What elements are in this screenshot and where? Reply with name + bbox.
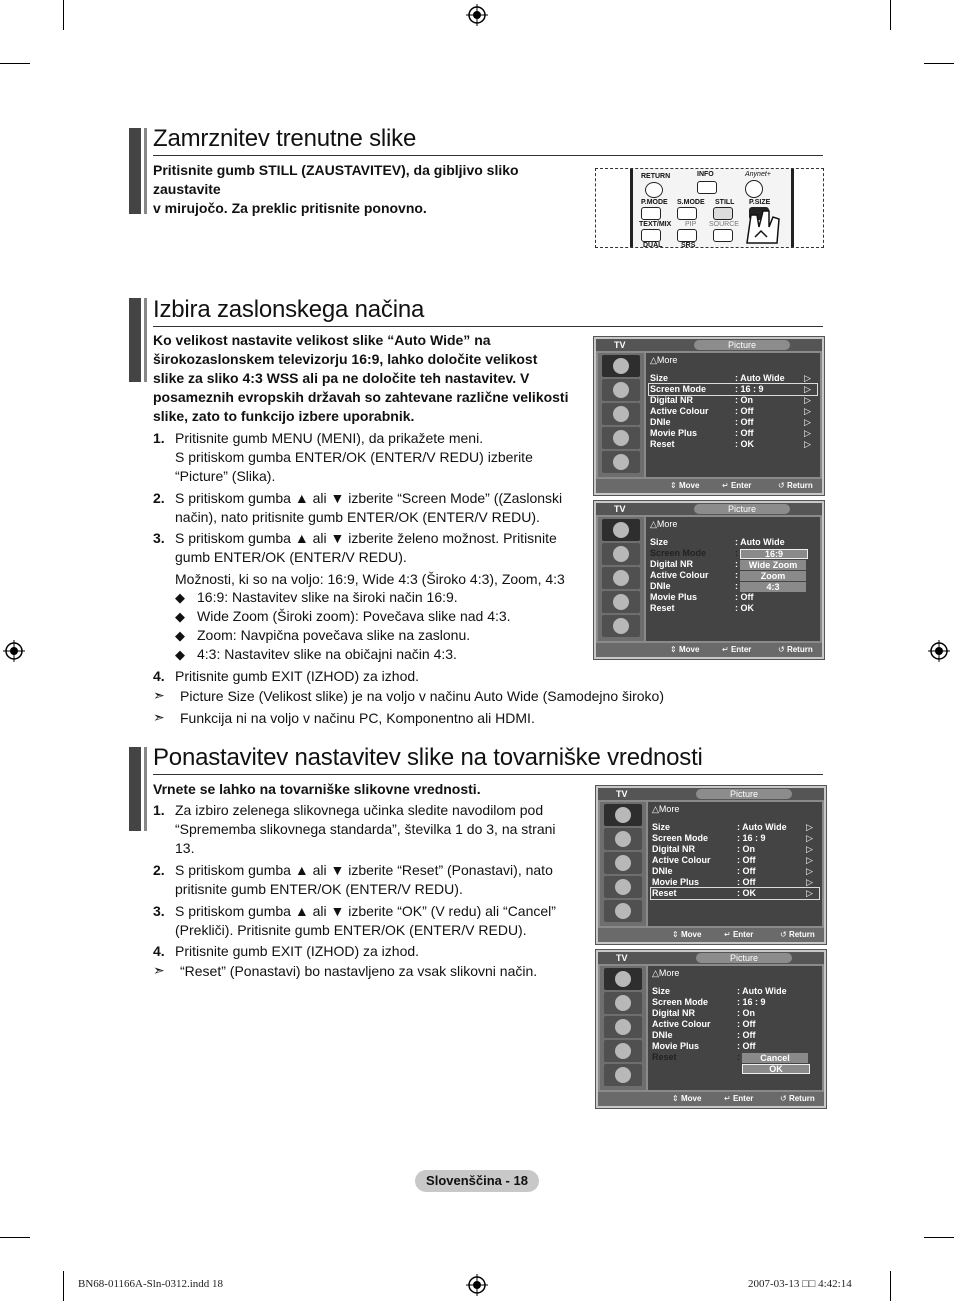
return-hint: Return — [786, 481, 813, 490]
menu-row-value: : 16 : 9 — [737, 997, 766, 1007]
step-text: Pritisnite gumb EXIT (IZHOD) za izhod. — [175, 668, 420, 684]
step-text: Pritisnite gumb EXIT (IZHOD) za izhod. — [175, 943, 420, 959]
setup-icon — [604, 1040, 642, 1062]
tv-menu-screenshot — [594, 501, 824, 659]
menu-row-label: Screen Mode — [650, 384, 707, 394]
channel-icon — [604, 1016, 642, 1038]
menu-sidebar — [598, 353, 644, 477]
option-4-3: 4:3 — [740, 582, 806, 592]
channel-icon — [602, 403, 640, 425]
tv-menu-screenshot — [596, 786, 826, 944]
menu-row-label: Digital NR — [652, 844, 696, 854]
step-text: gumb ENTER/OK (ENTER/V REDU). — [175, 549, 407, 565]
menu-tv-label: TV — [616, 789, 628, 799]
section-rule — [153, 326, 823, 327]
menu-row-label: DNIe — [650, 581, 671, 591]
picture-icon — [604, 968, 642, 990]
menu-row-label: Reset — [650, 603, 675, 613]
menu-footer: ⇕ Move ↵ Enter ↺ Return — [598, 928, 824, 942]
crop-mark — [0, 63, 30, 64]
step-text: “Sprememba slikovnega standarda”, številka 1 do 3, na strani — [175, 821, 556, 837]
return-button — [645, 182, 663, 198]
picture-icon — [602, 355, 640, 377]
instruction-text: v mirujočo. Za preklic pritisnite ponovno. — [153, 200, 427, 216]
crop-mark — [924, 63, 954, 64]
remote-label: RETURN — [641, 173, 671, 180]
arrow-icon: ▷ — [806, 822, 813, 832]
menu-row-label: Reset — [650, 439, 675, 449]
anynet-button — [745, 180, 763, 198]
arrow-icon: ▷ — [804, 417, 811, 427]
crop-mark — [924, 1237, 954, 1238]
menu-more: △More — [650, 519, 678, 529]
option-cancel: Cancel — [742, 1053, 808, 1063]
menu-row-label: Movie Plus — [650, 592, 698, 602]
channel-icon — [602, 567, 640, 589]
menu-row-colon: : — [735, 570, 738, 580]
hand-pointer-icon — [741, 207, 785, 245]
input-icon — [604, 900, 642, 922]
intro-text: posameznih evropskih državah so zahtevane različne velikosti — [153, 389, 569, 405]
info-button — [697, 181, 717, 194]
menu-row-value: : On — [735, 395, 753, 405]
menu-row-label: Active Colour — [650, 406, 709, 416]
input-icon — [604, 1064, 642, 1086]
registration-mark-icon — [3, 640, 25, 662]
step-text: S pritiskom gumba ENTER/OK (ENTER/V REDU) izberite — [175, 449, 533, 465]
menu-row-value: : 16 : 9 — [735, 384, 764, 394]
remote-body — [630, 169, 794, 247]
channel-icon — [604, 852, 642, 874]
input-icon — [602, 615, 640, 637]
menu-row-label: Active Colour — [652, 1019, 711, 1029]
menu-row-value: : Off — [737, 866, 756, 876]
page-number-badge: Slovenščina - 18 — [415, 1170, 539, 1192]
menu-row-value: : Auto Wide — [737, 822, 787, 832]
menu-more: △More — [652, 804, 680, 814]
menu-row-label: Size — [652, 822, 671, 832]
picture-icon — [602, 519, 640, 541]
arrow-icon: ▷ — [804, 406, 811, 416]
menu-row-value: : OK — [735, 439, 754, 449]
return-hint: Return — [788, 1094, 815, 1103]
registration-mark-icon — [466, 1274, 488, 1296]
menu-row-label: DNIe — [652, 866, 673, 876]
section-bar — [129, 298, 144, 382]
menu-row-value: : Off — [737, 1019, 756, 1029]
menu-row-label: Movie Plus — [650, 428, 698, 438]
menu-title: Picture — [696, 953, 792, 963]
arrow-icon: ▷ — [806, 888, 813, 898]
menu-row-label: DNIe — [652, 1030, 673, 1040]
note-text: Picture Size (Velikost slike) je na voljo v načinu Auto Wide (Samodejno široko) — [180, 688, 664, 704]
intro-text: slike, zato to funkcijo izbere uporabnik. — [153, 408, 415, 424]
pip-button — [677, 229, 697, 242]
menu-row-label: Digital NR — [650, 559, 694, 569]
section-title: Ponastavitev nastavitev slike na tovarniške vrednosti — [153, 744, 703, 771]
menu-more: △More — [650, 355, 678, 365]
menu-row-value: : On — [737, 844, 755, 854]
section-bar — [129, 747, 144, 831]
menu-row-label: DNIe — [650, 417, 671, 427]
menu-row-label: Active Colour — [650, 570, 709, 580]
menu-row-value: : Off — [735, 406, 754, 416]
menu-row-label: Reset — [652, 888, 677, 898]
enter-hint: Enter — [730, 481, 752, 490]
menu-tv-label: TV — [616, 953, 628, 963]
enter-hint: Enter — [732, 1094, 754, 1103]
move-hint: Move — [680, 930, 702, 939]
crop-mark — [0, 1237, 30, 1238]
menu-row-label: Reset — [652, 1052, 677, 1062]
menu-title: Picture — [696, 789, 792, 799]
menu-row-colon: : — [737, 1052, 740, 1062]
option-bullet: Zoom: Navpična povečava slike na zaslonu. — [197, 627, 471, 643]
menu-row-value: : OK — [737, 888, 756, 898]
menu-more: △More — [652, 968, 680, 978]
menu-row-label: Screen Mode — [652, 997, 709, 1007]
step-number: 4. — [153, 943, 165, 959]
menu-row-value: : Off — [737, 1030, 756, 1040]
menu-title: Picture — [694, 504, 790, 514]
menu-row-label: Active Colour — [652, 855, 711, 865]
menu-row-label: Screen Mode — [650, 548, 707, 558]
arrow-icon: ▷ — [806, 855, 813, 865]
step-text: S pritiskom gumba ▲ ali ▼ izberite želeno možnost. Pritisnite — [175, 530, 557, 546]
intro-text: Ko velikost nastavite velikost slike “Auto Wide” na — [153, 332, 491, 348]
step-number: 1. — [153, 430, 165, 446]
menu-row-value: : Auto Wide — [737, 986, 787, 996]
intro-text: slike za sliko 4:3 WSS ali pa ne določite teh nastavitev. V — [153, 370, 530, 386]
tv-menu-screenshot — [596, 950, 826, 1108]
enter-hint: Enter — [730, 645, 752, 654]
option-zoom: Zoom — [740, 571, 806, 581]
menu-row-label: Digital NR — [652, 1008, 696, 1018]
section-title: Izbira zaslonskega načina — [153, 296, 425, 323]
crop-mark — [63, 1271, 64, 1301]
step-text: Za izbiro zelenega slikovnega učinka sledite navodilom pod — [175, 802, 544, 818]
menu-row-value: : Off — [735, 417, 754, 427]
arrow-icon: ▷ — [804, 373, 811, 383]
section-title: Zamrznitev trenutne slike — [153, 125, 417, 152]
note-arrow-icon: ➣ — [153, 687, 165, 703]
menu-row-value: : Off — [737, 855, 756, 865]
step-number: 3. — [153, 530, 165, 546]
menu-row-value: : Off — [735, 592, 754, 602]
remote-label: S.MODE — [677, 199, 705, 206]
step-text: način), nato pritisnite gumb ENTER/OK (ENTER/V REDU). — [175, 509, 540, 525]
option-bullet: Wide Zoom (Široki zoom): Povečava slike nad 4:3. — [197, 608, 511, 624]
smode-button — [677, 207, 697, 220]
menu-sidebar — [598, 517, 644, 641]
option-ok: OK — [742, 1064, 810, 1074]
step-text: (Prekliči). Pritisnite gumb ENTER/OK (ENTER/V REDU). — [175, 922, 527, 938]
menu-row-label: Screen Mode — [652, 833, 709, 843]
remote-label: STILL — [715, 199, 735, 206]
menu-title: Picture — [694, 340, 790, 350]
sound-icon — [602, 379, 640, 401]
section-bar — [129, 128, 144, 214]
enter-hint: Enter — [732, 930, 754, 939]
step-text: S pritiskom gumba ▲ ali ▼ izberite “Reset” (Ponastavi), nato — [175, 862, 553, 878]
arrow-icon: ▷ — [804, 384, 811, 394]
arrow-icon: ▷ — [806, 877, 813, 887]
menu-row-label: Size — [650, 373, 669, 383]
remote-label: Anynet+ — [745, 171, 771, 178]
picture-icon — [604, 804, 642, 826]
menu-row-value: : Off — [735, 428, 754, 438]
note-arrow-icon: ➣ — [153, 962, 165, 978]
menu-row-label: Digital NR — [650, 395, 694, 405]
menu-row-value: : On — [737, 1008, 755, 1018]
menu-footer: ⇕ Move ↵ Enter ↺ Return — [596, 643, 822, 657]
remote-label: TEXT/MIX — [639, 221, 672, 228]
bullet-icon: ◆ — [175, 628, 185, 643]
setup-icon — [602, 591, 640, 613]
step-number: 4. — [153, 668, 165, 684]
menu-row-value: : Auto Wide — [735, 373, 785, 383]
option-16-9: 16:9 — [740, 549, 808, 559]
return-hint: Return — [788, 930, 815, 939]
menu-row-value: : Off — [737, 1041, 756, 1051]
step-number: 2. — [153, 862, 165, 878]
setup-icon — [604, 876, 642, 898]
bullet-icon: ◆ — [175, 590, 185, 605]
section-rule — [153, 774, 823, 775]
option-wide-zoom: Wide Zoom — [740, 560, 806, 570]
registration-mark-icon — [928, 640, 950, 662]
move-hint: Move — [680, 1094, 702, 1103]
menu-row-colon: : — [735, 581, 738, 591]
arrow-icon: ▷ — [804, 428, 811, 438]
menu-sidebar — [600, 966, 646, 1090]
remote-label: PIP — [685, 221, 697, 228]
sound-icon — [604, 828, 642, 850]
step-text: Pritisnite gumb MENU (MENI), da prikažete meni. — [175, 430, 484, 446]
menu-footer: ⇕ Move ↵ Enter ↺ Return — [596, 479, 822, 493]
step-text: S pritiskom gumba ▲ ali ▼ izberite “Screen Mode” ((Zaslonski — [175, 490, 563, 506]
step-number: 3. — [153, 903, 165, 919]
menu-row-value: : 16 : 9 — [737, 833, 766, 843]
intro-text: Vrnete se lahko na tovarniške slikovne vrednosti. — [153, 781, 481, 797]
step-text: 13. — [175, 840, 195, 856]
instruction-text: Pritisnite gumb STILL (ZAUSTAVITEV), da gibljivo sliko — [153, 162, 519, 178]
pmode-button — [641, 207, 661, 220]
menu-row-label: Movie Plus — [652, 877, 700, 887]
remote-label: DUAL — [643, 242, 663, 248]
options-intro: Možnosti, ki so na voljo: 16:9, Wide 4:3 (Široko 4:3), Zoom, 4:3 — [175, 571, 565, 587]
remote-label: SRS — [681, 242, 696, 248]
sound-icon — [604, 992, 642, 1014]
menu-row-label: Movie Plus — [652, 1041, 700, 1051]
source-button — [713, 229, 733, 242]
input-icon — [602, 451, 640, 473]
registration-mark-icon — [466, 4, 488, 26]
textmix-button — [641, 229, 661, 242]
arrow-icon: ▷ — [806, 833, 813, 843]
section-rule — [153, 155, 823, 156]
menu-tv-label: TV — [614, 340, 626, 350]
crop-mark — [890, 0, 891, 30]
file-imprint: BN68-01166A-Sln-0312.indd 18 — [78, 1278, 224, 1290]
note-text: Funkcija ni na voljo v načinu PC, Komponentno ali HDMI. — [180, 710, 535, 726]
move-hint: Move — [678, 481, 700, 490]
bullet-icon: ◆ — [175, 609, 185, 624]
step-text: pritisnite gumb ENTER/OK (ENTER/V REDU). — [175, 881, 463, 897]
tv-menu-screenshot — [594, 337, 824, 495]
menu-tv-label: TV — [614, 504, 626, 514]
step-number: 2. — [153, 490, 165, 506]
crop-mark — [63, 0, 64, 30]
menu-row-colon: : — [735, 559, 738, 569]
remote-label: INFO — [697, 171, 714, 178]
menu-footer: ⇕ Move ↵ Enter ↺ Return — [598, 1092, 824, 1106]
bullet-icon: ◆ — [175, 647, 185, 662]
step-text: S pritiskom gumba ▲ ali ▼ izberite “OK” (V redu) ali “Cancel” — [175, 903, 556, 919]
remote-label: P.MODE — [641, 199, 668, 206]
date-imprint: 2007-03-13 □□ 4:42:14 — [748, 1278, 852, 1290]
instruction-text: zaustavite — [153, 181, 221, 197]
crop-mark — [890, 1271, 891, 1301]
note-text: “Reset” (Ponastavi) bo nastavljeno za vsak slikovni način. — [180, 963, 538, 979]
option-bullet: 16:9: Nastavitev slike na široki način 16:9. — [197, 589, 458, 605]
step-text: “Picture” (Slika). — [175, 468, 276, 484]
menu-row-value: : Auto Wide — [735, 537, 785, 547]
menu-row-label: Size — [652, 986, 671, 996]
menu-row-value: : Off — [737, 877, 756, 887]
option-bullet: 4:3: Nastavitev slike na običajni način 4:3. — [197, 646, 457, 662]
sound-icon — [602, 543, 640, 565]
setup-icon — [602, 427, 640, 449]
arrow-icon: ▷ — [806, 866, 813, 876]
remote-label: SOURCE — [709, 221, 739, 228]
arrow-icon: ▷ — [804, 439, 811, 449]
return-hint: Return — [786, 645, 813, 654]
arrow-icon: ▷ — [806, 844, 813, 854]
step-number: 1. — [153, 802, 165, 818]
intro-text: širokozaslonskem televizorju 16:9, lahko določite velikost — [153, 351, 538, 367]
menu-sidebar — [600, 802, 646, 926]
still-button — [713, 207, 733, 220]
menu-row-value: : OK — [735, 603, 754, 613]
menu-row-label: Size — [650, 537, 669, 547]
note-arrow-icon: ➣ — [153, 709, 165, 725]
move-hint: Move — [678, 645, 700, 654]
arrow-icon: ▷ — [804, 395, 811, 405]
remote-label: P.SIZE — [749, 199, 771, 206]
remote-control-image — [595, 168, 824, 248]
menu-row-colon: : — [735, 548, 738, 558]
